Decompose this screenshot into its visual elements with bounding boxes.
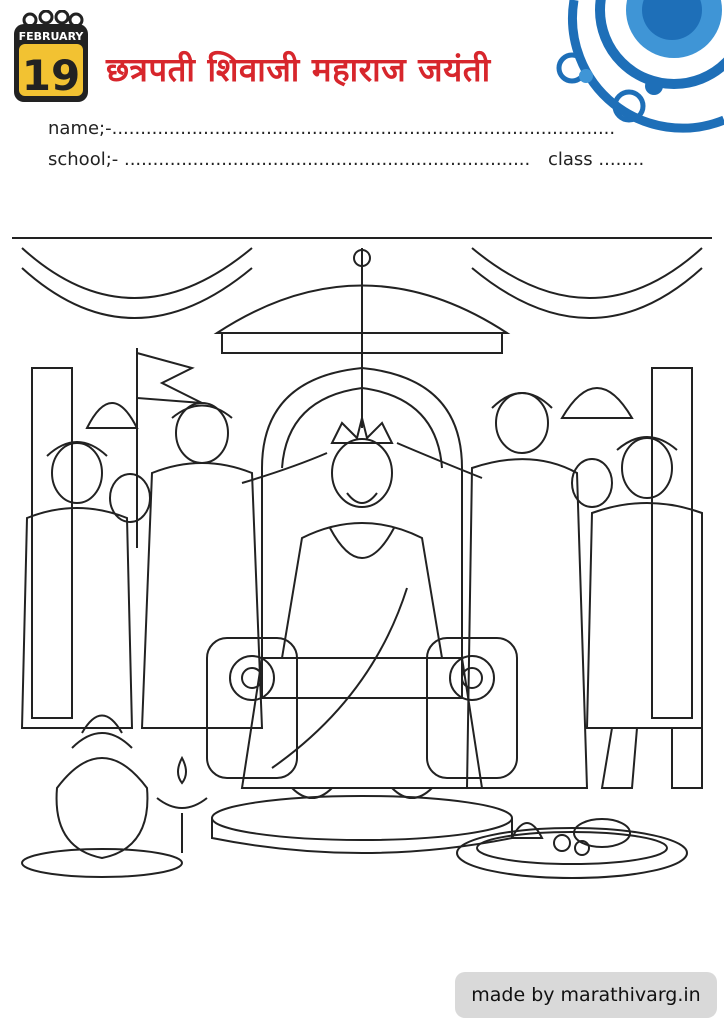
badge-day: 19 bbox=[21, 51, 81, 100]
school-field: school;- ....................................................................... bbox=[48, 149, 531, 170]
credit-label: made by marathivarg.in bbox=[455, 972, 717, 1018]
page-title: छत्रपती शिवाजी महाराज जयंती bbox=[106, 50, 491, 89]
badge-month: FEBRUARY bbox=[18, 30, 84, 43]
coronation-illustration bbox=[12, 228, 712, 928]
class-field: class ........ bbox=[548, 149, 645, 170]
name-field: name;-........................................................................................ bbox=[48, 118, 616, 139]
calendar-badge-icon bbox=[10, 10, 92, 106]
